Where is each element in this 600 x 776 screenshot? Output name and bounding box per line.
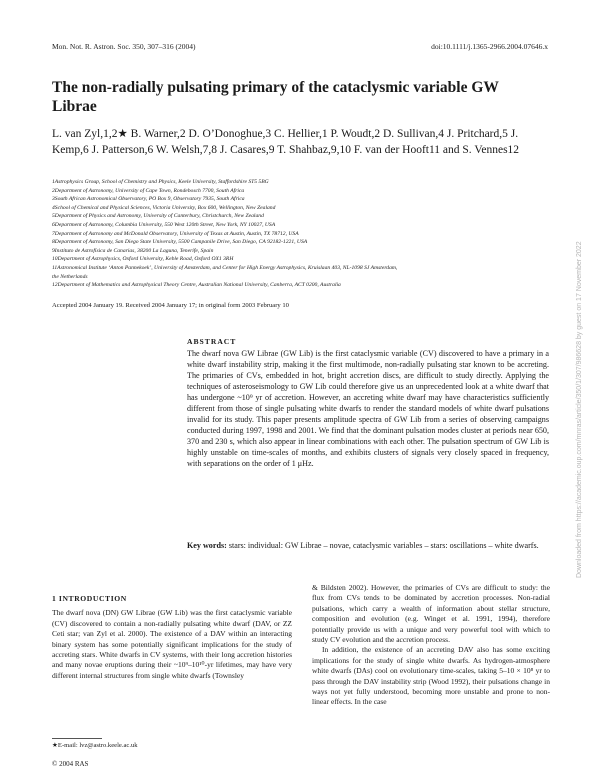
affiliation: 2Department of Astronomy, University of Cape Town, Rondebosch 7700, South Africa bbox=[52, 187, 245, 194]
download-watermark bbox=[574, 200, 586, 580]
affiliation: 6Department of Astronomy, Columbia University, 550 West 120th Street, New York, NY 10027, USA bbox=[52, 221, 276, 228]
affiliation: 5Department of Physics and Astronomy, University of Canterbury, Christchurch, New Zealand bbox=[52, 213, 264, 220]
introduction-column-left bbox=[52, 594, 292, 681]
affiliation: 7Department of Astronomy and McDonald Observatory, University of Texas at Austin, Austin, TX 78712, USA bbox=[52, 230, 299, 237]
introduction-paragraph: The dwarf nova (DN) GW Librae (GW Lib) was the first cataclysmic variable (CV) discovered to contain a non-radially pulsating white dwarf (DAV, or ZZ Ceti star; van Zyl et al. 2000). The existence of a DAV within an interacting binary system has some potentially significant implications for the study of accreting stars. White dwarfs in CV systems, with their long accretion histories and many novae eruptions during their ~10⁹–10¹⁰-yr lifetimes, may have very different internal structures from single white dwarfs (Townsley bbox=[52, 608, 292, 680]
received-accepted-dates: Accepted 2004 January 19. Received 2004 January 17; in original form 2003 February 10 bbox=[52, 302, 289, 309]
abstract-heading: ABSTRACT bbox=[187, 337, 237, 346]
affiliations bbox=[52, 178, 552, 290]
doi[interactable]: doi:10.1111/j.1365-2966.2004.07646.x bbox=[431, 42, 548, 51]
introduction-paragraph: In addition, the existence of an accreting DAV also has some exciting implications for the study of single white dwarfs. As hydrogen-atmosphere white dwarfs (DAs) cool on evolutionary time-scales, taking 5–10 × 10⁸ yr to pass through the DAV instability strip (Wood 1992), their pulsations change in ways not yet fully understood, becoming more unstable and prone to non-linear effects. In the case bbox=[312, 645, 550, 707]
affiliation: 11Astronomical Institute ‘Anton Pannekoek’, University of Amsterdam, and Center for High Energy Astrophysics, Kruislaan 403, NL-1098 SJ Amsterdam, bbox=[52, 264, 398, 271]
abstract-text: The dwarf nova GW Librae (GW Lib) is the first cataclysmic variable (CV) discovered to have a primary in a white dwarf instability strip, making it the first multimode, non-radially pulsating star known to be accreting. The primaries of CVs, embedded in hot, bright accretion discs, are difficult to study directly. Applying the techniques of asteroseismology to GW Lib could therefore give us an unprecedented look at a white dwarf that has undergone ~10⁹ yr of accretion. However, an accreting white dwarf may have characteristics sufficiently different from those of single pulsating white dwarfs to render the standard models of white dwarf pulsations invalid for its study. This paper presents amplitude spectra of GW Lib from a series of observing campaigns conducted during 1997, 1998 and 2001. We find that the dominant pulsation modes cluster at periods near 650, 370 and 230 s, which also appear in linear combinations with each other. The pulsation spectrum of GW Lib is highly unstable on time-scales of months, and exhibits clusters of signals very closely spaced in frequency, with separations on the order of 1 μHz. bbox=[187, 349, 549, 468]
keywords-text: stars: individual: GW Librae – novae, cataclysmic variables – stars: oscillations – white dwarfs. bbox=[228, 541, 539, 550]
affiliation: 1Astrophysics Group, School of Chemistry and Physics, Keele University, Staffordshire ST5 5BG bbox=[52, 179, 269, 185]
affiliation: 8Department of Astronomy, San Diego State University, 5500 Campanile Drive, San Diego, CA 92182-1221, USA bbox=[52, 239, 308, 246]
download-watermark-text: Downloaded from https://academic.oup.com/mnras/article/350/1/307/986628 by guest on 17 November 2022 bbox=[576, 241, 583, 578]
affiliation: 4School of Chemical and Physical Sciences, Victoria University, Box 600, Wellington, New Zealand bbox=[52, 204, 276, 211]
affiliation: 12Department of Mathematics and Astrophysical Theory Centre, Australian National University, Canberra, ACT 0200, Australia bbox=[52, 282, 341, 289]
keywords bbox=[187, 540, 549, 551]
abstract bbox=[187, 336, 549, 469]
affiliation: 3South African Astronomical Observatory, PO Box 9, Observatory 7935, South Africa bbox=[52, 196, 245, 203]
author-list: L. van Zyl,1,2★ B. Warner,2 D. O’Donoghue,3 C. Hellier,1 P. Woudt,2 D. Sullivan,4 J. Pritchard,5 J. Kemp,6 J. Patterson,6 W. Welsh,7,8 J. Casares,9 T. Shahbaz,9,10 F. van der Hooft11 and S. Vennes12 bbox=[52, 128, 520, 156]
keywords-label: Key words: bbox=[187, 541, 227, 550]
paper-title: The non-radially pulsating primary of the cataclysmic variable GW Librae bbox=[52, 79, 499, 115]
copyright: © 2004 RAS bbox=[52, 760, 89, 768]
section-heading: 1 INTRODUCTION bbox=[52, 594, 127, 603]
introduction-column-right bbox=[312, 583, 550, 708]
journal-citation: Mon. Not. R. Astron. Soc. 350, 307–316 (2004) bbox=[52, 42, 196, 51]
footnote-divider bbox=[52, 738, 102, 739]
affiliation: the Netherlands bbox=[52, 273, 88, 280]
affiliation: 10Department of Astrophysics, Oxford University, Keble Road, Oxford OX1 3RH bbox=[52, 256, 234, 263]
affiliation: 9Instituto de Astrofísica de Canarias, 38200 La Laguna, Tenerife, Spain bbox=[52, 247, 214, 254]
corresponding-author-email[interactable]: ★E-mail: lvz@astro.keele.ac.uk bbox=[52, 742, 138, 749]
introduction-paragraph: & Bildsten 2002). However, the primaries of CVs are difficult to study: the flux from CVs tends to be dominated by accretion processes. Non-radial pulsations, which carry a wealth of information about stellar structure, composition and evolution (e.g. Winget et al. 1991, 1994), therefore potentially provide us with a unique and very powerful tool with which to study CV evolution and the accretion process. bbox=[312, 583, 550, 645]
